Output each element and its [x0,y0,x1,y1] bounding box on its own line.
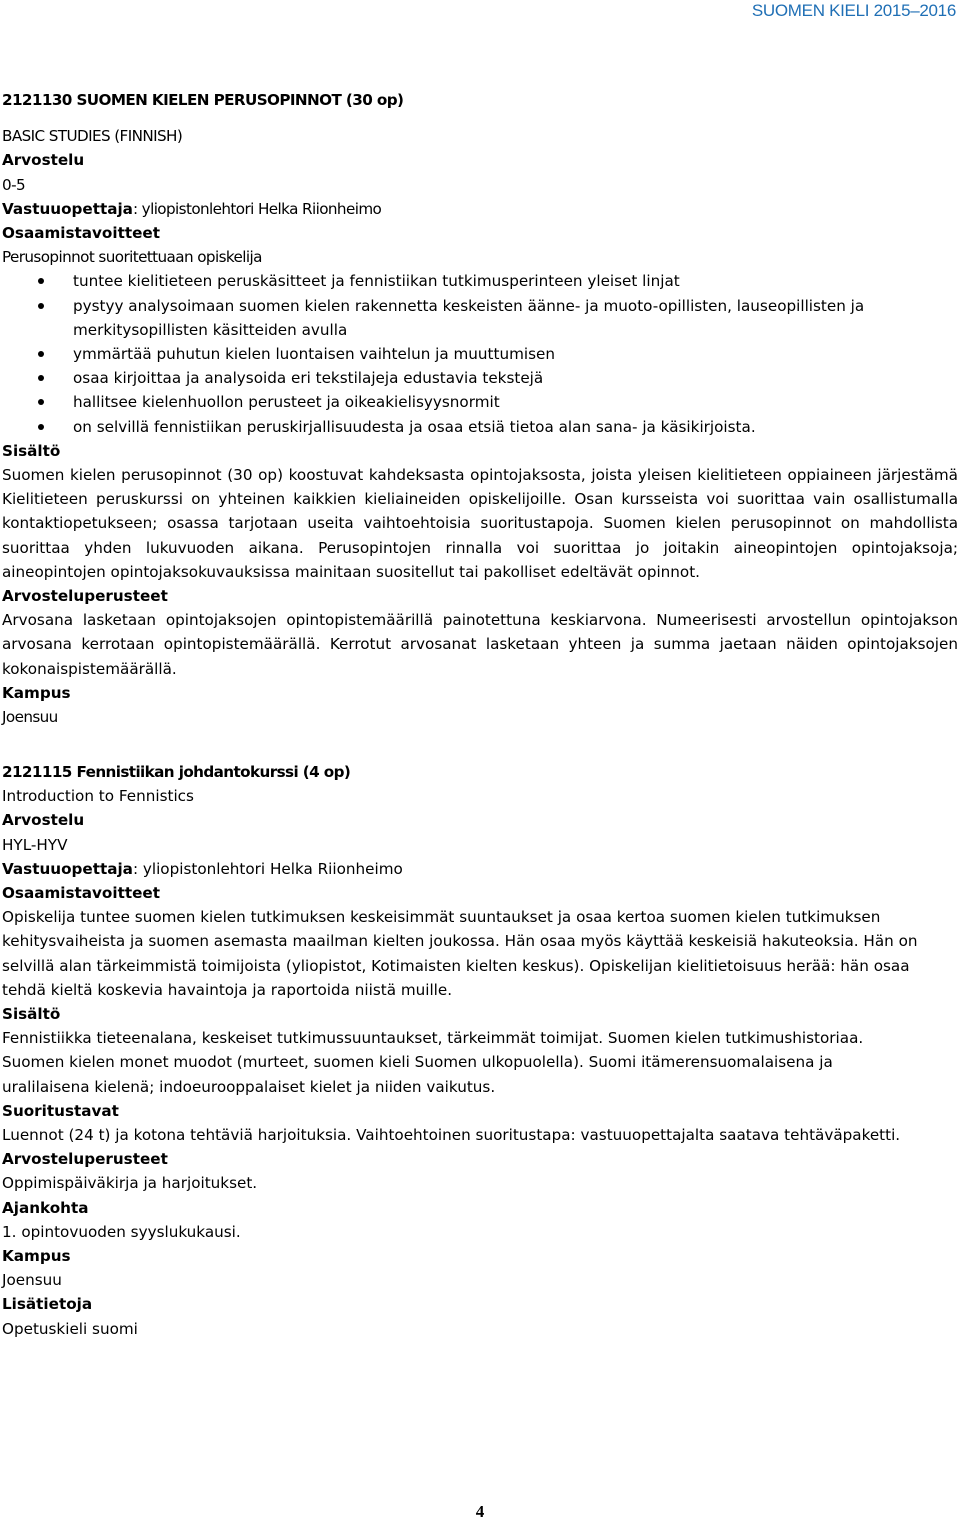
list-item [2,415,958,439]
criteria-text: Arvosana lasketaan opintojaksojen opintopistemäärillä painotettuna keskiarvona. Numeerisesti arvostellun opintojakson arvosana kerrotaan opintopistemäärällä. Kerrotut arvosanat lasketaan yhteen ja summa jaetaan näiden opintojaksojen kokonaispistemäärällä. [2,611,958,678]
outcomes-list [2,269,958,438]
teacher-line [2,857,958,881]
spacer [2,112,958,124]
content-text: Fennistiikka tieteenalana, keskeiset tutkimussuuntaukset, tärkeimmät toimijat. Suomen kielen tutkimushistoriaa. Suomen kielen monet muodot (murteet, suomen kieli Suomen ulkopuolella). Suomi itämerensuomalaisena ja uralilaisena kielenä; indoeurooppalaiset kielet ja niiden vaikutus. [2,1029,864,1096]
outcome-text: osaa kirjoittaa ja analysoida eri tekstilajeja edustavia tekstejä [73,369,544,388]
methods-text: Luennot (24 t) ja kotona tehtäviä harjoituksia. Vaihtoehtoinen suoritustapa: vastuuopettajalta saatava tehtäväpaketti. [2,1126,901,1145]
grading-label: Arvostelu [2,151,85,170]
list-item [2,390,958,414]
teacher-label: Vastuuopettaja [2,199,133,218]
outcomes-label: Osaamistavoitteet [2,884,160,903]
list-item [2,294,958,342]
outcomes-intro: Perusopinnot suoritettuaan opiskelija [2,248,262,267]
content-text: Suomen kielen perusopinnot (30 op) koostuvat kahdeksasta opintojaksosta, joista yleisen kielitieteen oppiaineen järjestämä Kielitieteen peruskurssi on yhteinen kaikkien kieliaineiden opiskelijoille. Osan kursseista voi suorittaa vain osallistumalla kontaktiopetukseen; osassa tarjotaan useita vaihtoehtoisia suoritustapoja. Suomen kielen perusopinnot on mahdollista suorittaa yhden lukuvuoden aikana. Perusopintojen rinnalla voi suorittaa jo joitakin aineopintojen opintojaksoja; aineopintojen opintojaksokuvauksissa mainitaan suositellut tai pakolliset edeltävät opinnot. [2,466,958,581]
list-item [2,269,958,293]
grading-value: 0-5 [2,175,26,194]
campus-label: Kampus [2,683,71,702]
teacher-label: Vastuuopettaja [2,859,133,878]
criteria-label: Arvosteluperusteet [2,587,168,606]
list-item [2,342,958,366]
criteria-text: Oppimispäiväkirja ja harjoitukset. [2,1174,258,1193]
timing-value: 1. opintovuoden syyslukukausi. [2,1222,241,1241]
teacher-line [2,197,958,221]
running-header: SUOMEN KIELI 2015–2016 [751,1,956,20]
bullet-icon [38,375,44,381]
teacher-value: : yliopistonlehtori Helka Riionheimo [132,199,382,218]
course-title: 2121130 SUOMEN KIELEN PERUSOPINNOT (30 op) [2,91,404,109]
content-label: Sisältö [2,1005,61,1024]
grading-label: Arvostelu [2,811,85,830]
outcome-text: pystyy analysoimaan suomen kielen rakennetta keskeisten äänne- ja muoto-opillisten, lauseopillisten ja merkitysopillisten käsitteiden avulla [73,296,865,339]
bullet-icon [38,303,44,309]
bullet-icon [38,399,44,405]
outcomes-text: Opiskelija tuntee suomen kielen tutkimuksen keskeisimmät suuntaukset ja osaa kertoa suomen kielen tutkimuksen kehitysvaiheista ja suomen asemasta maailman kielten joukossa. Hän osaa myös käyttää keskeisiä hakuteoksia. Hän on selvillä alan tärkeimmistä toimijoista (yliopistot, Kotimaisten kielten keskus). Opiskelijan kielitietoisuus herää: hän osaa tehdä kieltä koskevia havaintoja ja raportoida niistä muille. [2,908,918,999]
teacher-value: : yliopistonlehtori Helka Riionheimo [132,859,403,878]
campus-label: Kampus [2,1247,71,1266]
outcome-text: ymmärtää puhutun kielen luontaisen vaihtelun ja muuttumisen [73,345,555,364]
info-label: Lisätietoja [2,1295,93,1314]
bullet-icon [38,351,44,357]
course-title: 2121115 Fennistiikan johdantokurssi (4 op) [2,763,351,781]
course-section-perusopinnot [2,88,958,729]
info-value: Opetuskieli suomi [2,1319,138,1338]
list-item [2,366,958,390]
page-number: 4 [475,1502,485,1521]
content-label: Sisältö [2,441,61,460]
timing-label: Ajankohta [2,1198,89,1217]
outcomes-label: Osaamistavoitteet [2,224,160,243]
course-section-johdantokurssi [2,760,958,1341]
campus-value: Joensuu [2,708,58,727]
course-subtitle: Introduction to Fennistics [2,787,194,806]
bullet-icon [38,424,44,430]
campus-value: Joensuu [2,1271,62,1290]
course-subtitle: BASIC STUDIES (FINNISH) [2,127,183,146]
outcome-text: on selvillä fennistiikan peruskirjallisuudesta ja osaa etsiä tietoa alan sana- ja käsikirjoista. [73,417,756,436]
outcome-text: tuntee kielitieteen peruskäsitteet ja fennistiikan tutkimusperinteen yleiset linjat [73,272,680,291]
outcome-text: hallitsee kielenhuollon perusteet ja oikeakielisyysnormit [73,393,500,412]
methods-label: Suoritustavat [2,1101,119,1120]
criteria-label: Arvosteluperusteet [2,1150,168,1169]
bullet-icon [38,278,44,284]
grading-value: HYL-HYV [2,835,68,854]
